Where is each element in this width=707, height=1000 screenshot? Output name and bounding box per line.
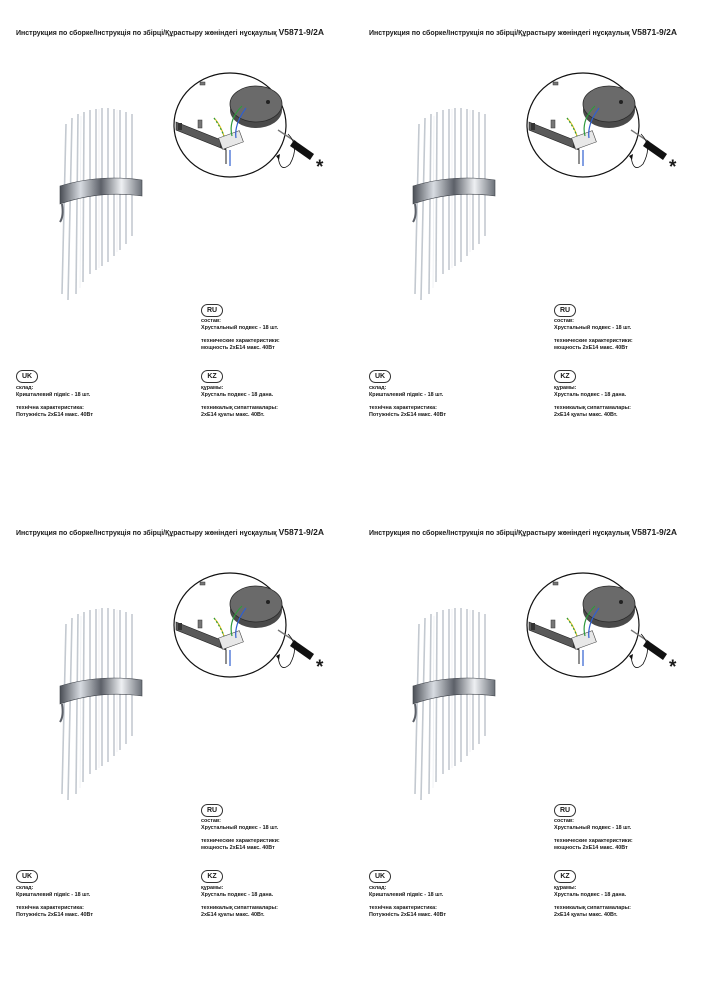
uk-composition-value: Кришталевий підвіс - 18 шт. [369,892,444,898]
kz-composition-value: Хрусталь подвес - 18 дана. [554,892,627,898]
kz-specs-value: 2хЕ14 қуаты макс. 40Вт. [554,412,618,418]
ru-specs-value: мощность 2хЕ14 макс. 40Вт [201,845,275,851]
instruction-title [16,527,324,537]
wall-lamp-image [50,604,150,804]
ru-specs-value: мощность 2хЕ14 макс. 40Вт [554,345,628,351]
kz-composition-value: Хрусталь подвес - 18 дана. [201,392,274,398]
uk-composition-value: Кришталевий підвіс - 18 шт. [16,892,91,898]
language-badge-kz: KZ [554,870,576,883]
instruction-panel-4 [353,500,706,1000]
kz-specs-value: 2хЕ14 қуаты макс. 40Вт. [201,912,265,918]
marker-asterisk: * [669,157,677,178]
marker-asterisk: * [316,657,324,678]
ru-specs-label: технические характеристики: [201,338,280,344]
model-number: V5871-9/2A [631,527,678,537]
kz-specs-label: техникалық сипаттамалары: [201,905,278,911]
language-badge-kz: KZ [201,370,223,383]
language-badge-ru: RU [201,304,223,317]
uk-specs-label: технічна характеристика: [16,405,84,411]
uk-composition-label: склад: [369,385,387,391]
kz-composition-value: Хрусталь подвес - 18 дана. [201,892,274,898]
kz-specs-label: техникалық сипаттамалары: [554,905,631,911]
mounting-diagram [521,570,671,680]
language-badge-uk: UK [16,870,38,883]
uk-composition-label: склад: [16,385,34,391]
uk-composition-label: склад: [16,885,34,891]
mounting-diagram [168,70,318,180]
kz-composition-value: Хрусталь подвес - 18 дана. [554,392,627,398]
kz-composition-label: құрамы: [201,385,224,391]
language-badge-ru: RU [554,304,576,317]
language-badge-uk: UK [369,870,391,883]
uk-specs-value: Потужність 2хЕ14 макс. 40Вт [369,412,446,418]
uk-specs-label: технічна характеристика: [369,905,437,911]
instruction-panel-2 [353,0,706,500]
ru-composition-value: Хрустальный подвес - 18 шт. [554,325,632,331]
language-badge-uk: UK [16,370,38,383]
mounting-diagram [521,70,671,180]
ru-composition-value: Хрустальный подвес - 18 шт. [201,325,279,331]
wall-lamp-image [403,604,503,804]
wall-lamp-image [50,104,150,304]
uk-composition-value: Кришталевий підвіс - 18 шт. [369,392,444,398]
ru-composition-label: состав: [554,818,574,824]
kz-specs-value: 2хЕ14 қуаты макс. 40Вт. [554,912,618,918]
uk-specs-value: Потужність 2хЕ14 макс. 40Вт [16,412,93,418]
uk-composition-value: Кришталевий підвіс - 18 шт. [16,392,91,398]
ru-composition-label: состав: [201,318,221,324]
model-number: V5871-9/2A [278,27,325,37]
instruction-title [369,27,677,37]
ru-composition-value: Хрустальный подвес - 18 шт. [201,825,279,831]
uk-specs-label: технічна характеристика: [369,405,437,411]
kz-composition-label: құрамы: [201,885,224,891]
instruction-title [369,527,677,537]
wall-lamp-image [403,104,503,304]
mounting-diagram [168,570,318,680]
title-text: Инструкция по сборке/Інструкція по збірці/Құрастыру жөніндегі нұсқаулық [16,530,277,537]
marker-asterisk: * [316,157,324,178]
instruction-title [16,27,324,37]
kz-specs-value: 2хЕ14 қуаты макс. 40Вт. [201,412,265,418]
ru-specs-value: мощность 2хЕ14 макс. 40Вт [201,345,275,351]
uk-composition-label: склад: [369,885,387,891]
title-text: Инструкция по сборке/Інструкція по збірці/Құрастыру жөніндегі нұсқаулық [16,30,277,37]
language-badge-uk: UK [369,370,391,383]
uk-specs-label: технічна характеристика: [16,905,84,911]
ru-specs-label: технические характеристики: [554,338,633,344]
ru-specs-label: технические характеристики: [201,838,280,844]
title-text: Инструкция по сборке/Інструкція по збірці/Құрастыру жөніндегі нұсқаулық [369,530,630,537]
kz-composition-label: құрамы: [554,885,577,891]
language-badge-ru: RU [554,804,576,817]
kz-composition-label: құрамы: [554,385,577,391]
ru-specs-label: технические характеристики: [554,838,633,844]
language-badge-kz: KZ [201,870,223,883]
uk-specs-value: Потужність 2хЕ14 макс. 40Вт [369,912,446,918]
language-badge-ru: RU [201,804,223,817]
model-number: V5871-9/2A [278,527,325,537]
ru-specs-value: мощность 2хЕ14 макс. 40Вт [554,845,628,851]
kz-specs-label: техникалық сипаттамалары: [554,405,631,411]
kz-specs-label: техникалық сипаттамалары: [201,405,278,411]
ru-composition-value: Хрустальный подвес - 18 шт. [554,825,632,831]
instruction-panel-1 [0,0,353,500]
marker-asterisk: * [669,657,677,678]
uk-specs-value: Потужність 2хЕ14 макс. 40Вт [16,912,93,918]
ru-composition-label: состав: [201,818,221,824]
ru-composition-label: состав: [554,318,574,324]
instruction-panel-3 [0,500,353,1000]
model-number: V5871-9/2A [631,27,678,37]
language-badge-kz: KZ [554,370,576,383]
title-text: Инструкция по сборке/Інструкція по збірці/Құрастыру жөніндегі нұсқаулық [369,30,630,37]
